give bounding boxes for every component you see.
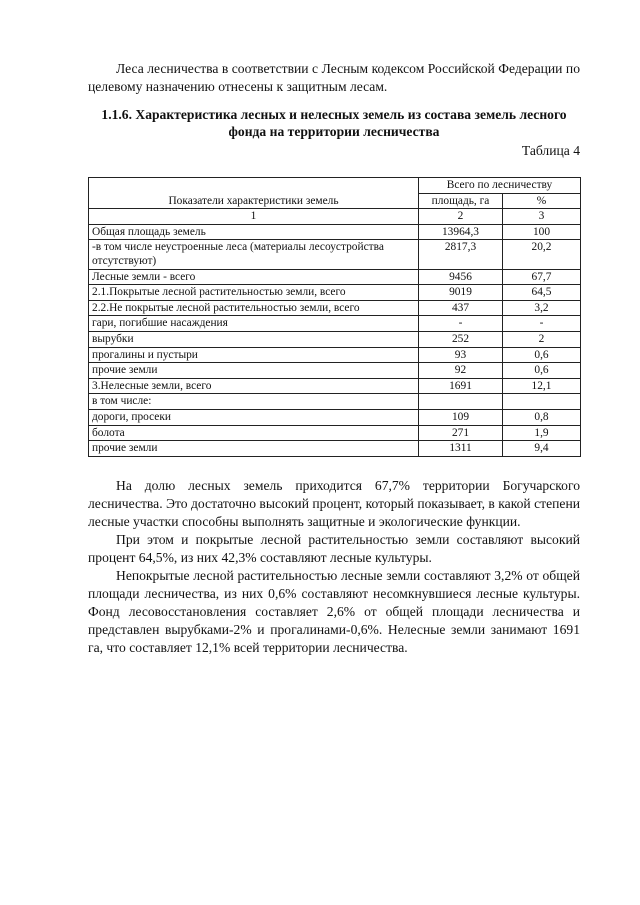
row-area: - [419,316,503,332]
row-pct: 3,2 [503,300,581,316]
row-label: Общая площадь земель [89,224,419,240]
row-pct: 20,2 [503,240,581,269]
row-area: 1691 [419,378,503,394]
row-pct: 12,1 [503,378,581,394]
row-label: Лесные земли - всего [89,269,419,285]
header-area: площадь, га [419,193,503,209]
row-area: 93 [419,347,503,363]
section-heading: 1.1.6. Характеристика лесных и нелесных земель из состава земель лесного фонда на территории лесничества [101,107,567,139]
row-area: 252 [419,331,503,347]
row-label: вырубки [89,331,419,347]
column-number: 3 [503,209,581,225]
table-row [89,331,581,347]
row-area: 13964,3 [419,224,503,240]
row-pct: 1,9 [503,425,581,441]
intro-paragraph: Леса лесничества в соответствии с Лесным кодексом Российской Федерации по целевому назначению отнесены к защитным лесам. [88,61,580,94]
column-number-row [89,209,581,225]
column-number: 1 [89,209,419,225]
row-area: 9456 [419,269,503,285]
table-row [89,269,581,285]
row-pct: 9,4 [503,441,581,457]
table-row [89,441,581,457]
row-pct: 2 [503,331,581,347]
table-caption: Таблица 4 [521,143,580,158]
row-label: прочие земли [89,441,419,457]
conclusion-text [88,477,580,657]
row-area: 271 [419,425,503,441]
row-area: 2817,3 [419,240,503,269]
row-area: 109 [419,409,503,425]
row-label: 3.Нелесные земли, всего [89,378,419,394]
row-label: дороги, просеки [89,409,419,425]
table-header-row [89,178,581,194]
row-area: 437 [419,300,503,316]
table-body [89,224,581,456]
table-row [89,316,581,332]
row-label: прочие земли [89,363,419,379]
row-label: болота [89,425,419,441]
table-row [89,363,581,379]
row-area: 1311 [419,441,503,457]
row-pct: 67,7 [503,269,581,285]
row-pct: - [503,316,581,332]
row-pct: 0,6 [503,363,581,379]
table-row [89,394,581,410]
row-label: -в том числе неустроенные леса (материалы лесоустройства отсутствуют) [89,240,419,269]
header-label: Показатели характеристики земель [89,178,419,209]
table-row [89,347,581,363]
row-pct [503,394,581,410]
row-pct: 64,5 [503,285,581,301]
row-label: гари, погибшие насаждения [89,316,419,332]
row-label: в том числе: [89,394,419,410]
table-row [89,224,581,240]
header-pct: % [503,193,581,209]
document-page [88,60,580,657]
table-row [89,240,581,269]
row-area: 92 [419,363,503,379]
row-label: 2.1.Покрытые лесной растительностью земли, всего [89,285,419,301]
conclusion-paragraph: На долю лесных земель приходится 67,7% территории Богучарского лесничества. Это достаточно высокий процент, который показывает, в какой степени лесные участки способны выполнять защитные и экологические функции. [88,477,580,529]
table-row [89,378,581,394]
table-row [89,425,581,441]
row-pct: 0,8 [503,409,581,425]
table-row [89,285,581,301]
conclusion-paragraph: При этом и покрытые лесной растительностью земли составляют высокий процент 64,5%, из них 42,3% составляют лесные культуры. [88,531,580,565]
row-label: прогалины и пустыри [89,347,419,363]
row-label: 2.2.Не покрытые лесной растительностью земли, всего [89,300,419,316]
column-number: 2 [419,209,503,225]
table-row [89,300,581,316]
row-area [419,394,503,410]
land-characteristics-table [88,177,581,457]
row-area: 9019 [419,285,503,301]
conclusion-paragraph: Непокрытые лесной растительностью лесные земли составляют 3,2% от общей площади лесничества, из них 0,6% составляют несомкнувшиеся лесные культуры. Фонд лесовосстановления составляет 2,6% от общей площади лесничества и представлен вырубками-2% и прогалинами-0,6%. Нелесные земли занимают 1691 га, что составляет 12,1% всей территории лесничества. [88,567,580,655]
table-row [89,409,581,425]
row-pct: 100 [503,224,581,240]
row-pct: 0,6 [503,347,581,363]
header-group: Всего по лесничеству [419,178,581,194]
